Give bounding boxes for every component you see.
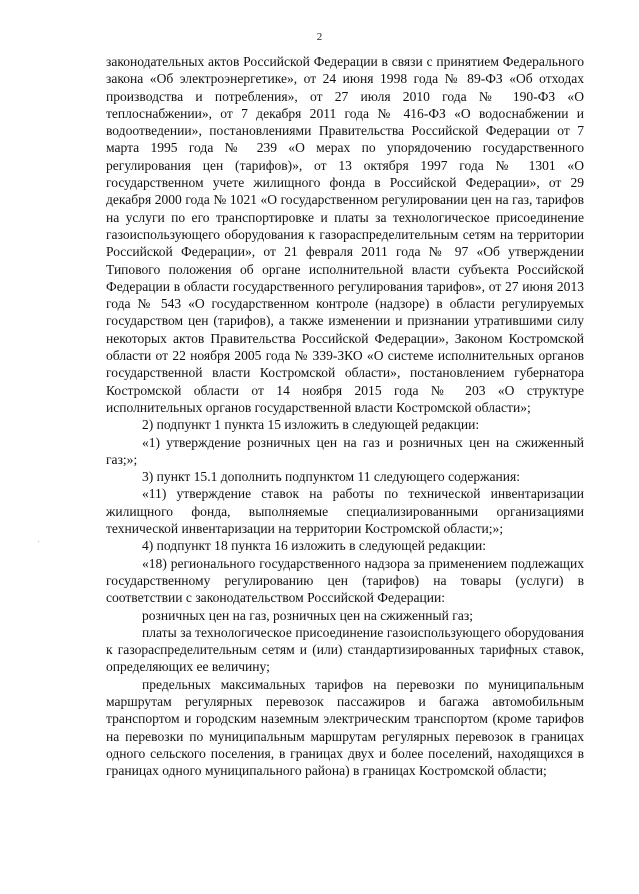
paragraph-quote-11: «11) утверждение ставок на работы по технической инвентаризации жилищного фонда, выполняемые специализированными организациями технической инвентаризации на территории Костромской области;»; xyxy=(106,486,584,537)
paragraph-item-4: 4) подпункт 18 пункта 16 изложить в следующей редакции: xyxy=(142,538,486,554)
paragraph-connection-fee: платы за технологическое присоединение газоиспользующего оборудования к газораспределительным сетям и (или) стандартизированных тарифных ставок, определяющих ее величину; xyxy=(106,624,584,675)
document-body xyxy=(106,53,584,779)
page-number: 2 xyxy=(316,31,323,43)
paragraph-quote-18: «18) регионального государственного надзора за применением подлежащих государственному регулированию цен (тарифов) на товары (услуги) в соответствии с законодательством Российской Федерации: xyxy=(106,555,584,606)
paragraph-continuation: законодательных актов Российской Федерации в связи с принятием Федерального закона «Об электроэнергетике», от 24 июня 1998 года № 89-ФЗ «Об отходах производства и потребления», от 27 июля 2010 года № 190-ФЗ «О теплоснабжении», от 7 декабря 2011 года № 416-ФЗ «О водоснабжении и водоотведении», постановлениями Правительства Российской Федерации от 7 марта 1995 года № 239 «О мерах по упорядочению государственного регулирования цен (тарифов)», от 13 октября 1997 года № 1301 «О государственном учете жилищного фонда в Российской Федерации», от 29 декабря 2000 года № 1021 «О государственном регулировании цен на газ, тарифов на услуги по его транспортировке и платы за технологическое присоединение газоиспользующего оборудования к газораспределительным сетям на территории Российской Федерации», от 21 февраля 2011 года № 97 «Об утверждении Типового положения об органе исполнительной власти субъекта Российской Федерации в области государственного регулирования тарифов», от 27 июня 2013 года № 543 «О государственном контроле (надзоре) в области регулируемых государством цен (тарифов), а также изменении и признании утратившими силу некоторых актов Правительства Российской Федерации», Законом Костромской области от 22 ноября 2005 года № 339-ЗКО «О системе исполнительных органов государственной власти Костромской области», постановлением губернатора Костромской области от 14 ноября 2015 года № 203 «О структуре исполнительных органов государственной власти Костромской области»; xyxy=(106,54,584,415)
scan-dot xyxy=(38,541,39,542)
paragraph-max-tariffs: предельных максимальных тарифов на перевозки по муниципальным маршрутам регулярных перевозок пассажиров и багажа автомобильным транспортом и городским наземным электрическим транспортом (кроме тарифов на перевозки по муниципальным маршрутам регулярных перевозок в границах одного сельского поселения, в границах двух и более поселений, находящихся в границах одного муниципального района) в границах Костромской области; xyxy=(106,676,584,779)
paragraph-quote-1: «1) утверждение розничных цен на газ и розничных цен на сжиженный газ;»; xyxy=(106,434,584,467)
paragraph-item-3: 3) пункт 15.1 дополнить подпунктом 11 следующего содержания: xyxy=(142,469,521,485)
paragraph-item-2: 2) подпункт 1 пункта 15 изложить в следующей редакции: xyxy=(142,417,480,433)
paragraph-retail-prices: розничных цен на газ, розничных цен на сжиженный газ; xyxy=(142,607,473,623)
